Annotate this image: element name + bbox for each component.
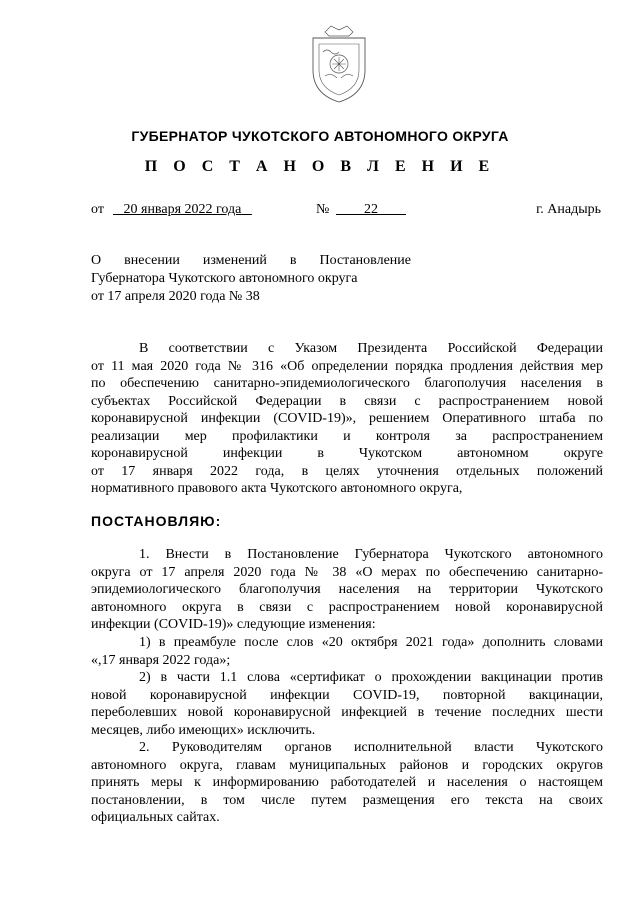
document-type: П О С Т А Н О В Л Е Н И Е <box>144 158 496 175</box>
text-line: 1. Внести в Постановление Губернатора Чукотского автономного <box>139 547 603 562</box>
subitem-2-paragraph <box>91 669 603 739</box>
text-line: по обеспечению санитарно-эпидемиологического благополучия населения в <box>91 376 603 391</box>
text-line: месяцев, либо имеющих» исключить. <box>91 722 316 738</box>
text-line: округа от 17 апреля 2020 года № 38 «О мерах по обеспечению санитарно- <box>91 564 603 580</box>
text-line: новой коронавирусной инфекции COVID-19, повторной вакцинации, <box>91 687 603 703</box>
text-line: субъектах Российской Федерации в связи с распространением новой <box>91 393 603 409</box>
text-line: инфекции (COVID-19)» следующие изменения: <box>91 617 376 632</box>
text-line: 1) в преамбуле после слов «20 октября 2021 года» дополнить словами <box>139 635 603 650</box>
subitem-1-paragraph <box>91 634 603 669</box>
text-line: постановлении, в том числе путем размещения его текста на своих <box>91 792 603 808</box>
city: г. Анадырь <box>536 202 601 217</box>
text-line: от 17 января 2022 года, в целях уточнения отдельных положений <box>91 463 603 479</box>
text-line: коронавирусной инфекции (COVID-19)», решением Оперативного штаба по <box>91 411 603 426</box>
text-line: официальных сайтах. <box>91 810 220 825</box>
preamble-paragraph <box>91 340 603 498</box>
text-line: переболевших новой коронавирусной инфекцией в течение последних шести <box>91 705 603 720</box>
text-line: 2. Руководителям органов исполнительной власти Чукотского <box>139 740 603 755</box>
from-label: от <box>91 202 104 217</box>
decree-word: ПОСТАНОВЛЯЮ: <box>91 513 222 529</box>
date-number-line <box>91 202 601 222</box>
document-subject <box>91 252 411 306</box>
text-line: нормативного правового акта Чукотского автономного округа, <box>91 481 463 496</box>
issuer-title: ГУБЕРНАТОР ЧУКОТСКОГО АВТОНОМНОГО ОКРУГА <box>131 128 509 144</box>
text-line: принять меры к информированию работодателей и населения о настоящем <box>91 775 603 790</box>
text-line: 2) в части 1.1 слова «сертификат о прохождении вакцинации против <box>139 670 603 685</box>
item-1-paragraph <box>91 546 603 634</box>
text-line: В соответствии с Указом Президента Российской Федерации <box>139 341 603 356</box>
text-line: коронавирусной инфекции в Чукотском автономном округе <box>91 446 603 461</box>
text-line: эпидемиологического благополучия населения на территории Чукотского <box>91 582 603 597</box>
text-line: автономного округа в связи с распространением новой коронавирусной <box>91 599 603 615</box>
text-line: «,17 января 2022 года»; <box>91 652 231 668</box>
coat-of-arms-emblem <box>303 24 375 106</box>
text-line: от 11 мая 2020 года № 316 «Об определении порядка продления действия мер <box>91 358 603 374</box>
document-date: 20 января 2022 года <box>123 202 242 217</box>
subject-line: Губернатора Чукотского автономного округа <box>91 271 358 286</box>
subject-line: от 17 апреля 2020 года № 38 <box>91 289 260 304</box>
text-line: автономного округа, главам муниципальных районов и городских округов <box>91 757 603 773</box>
text-line: реализации мер профилактики и контроля за распространением <box>91 428 603 444</box>
subject-line: О внесении изменений в Постановление <box>91 253 411 268</box>
item-2-paragraph <box>91 739 603 827</box>
number-label: № <box>316 202 330 217</box>
document-number: 22 <box>364 202 378 217</box>
